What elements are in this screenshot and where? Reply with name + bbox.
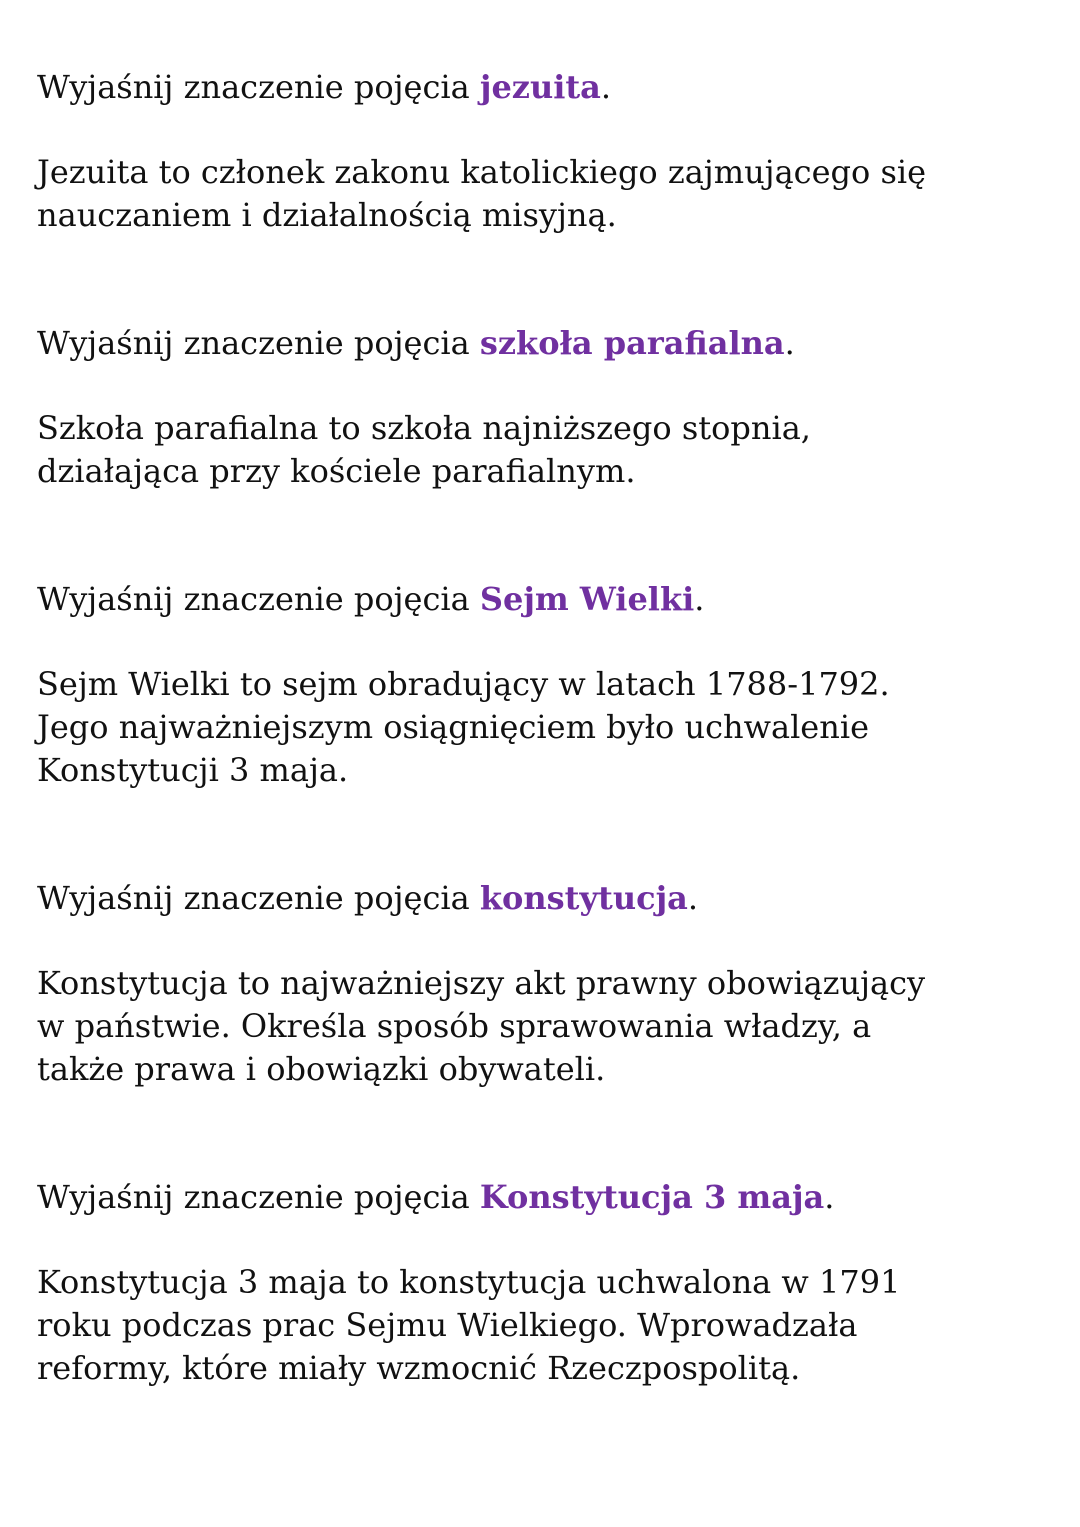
question — [37, 578, 1060, 621]
question-suffix: . — [600, 68, 612, 106]
definition-block-sejm-wielki — [37, 578, 1060, 792]
question-prefix: Wyjaśnij znaczenie pojęcia — [37, 68, 470, 106]
answer-line: Konstytucja 3 maja to konstytucja uchwalona w 1791 — [37, 1263, 901, 1301]
question-term: Konstytucja 3 maja — [479, 1178, 825, 1216]
question-suffix: . — [824, 1178, 835, 1216]
question-prefix: Wyjaśnij znaczenie pojęcia — [37, 580, 470, 618]
answer-line: reformy, które miały wzmocnić Rzeczpospolitą. — [37, 1349, 801, 1387]
answer-line: roku podczas prac Sejmu Wielkiego. Wprowadzała — [37, 1306, 858, 1344]
answer-line: także prawa i obowiązki obywateli. — [37, 1050, 606, 1088]
question — [37, 877, 1060, 920]
question-prefix: Wyjaśnij znaczenie pojęcia — [37, 879, 470, 917]
answer — [37, 663, 1060, 792]
answer — [37, 1261, 1060, 1390]
definition-block-szkola-parafialna — [37, 322, 1060, 493]
answer — [37, 407, 1060, 493]
answer — [37, 962, 1060, 1091]
question-suffix: . — [694, 580, 705, 618]
definition-block-konstytucja — [37, 877, 1060, 1091]
answer-line: działająca przy kościele parafialnym. — [37, 452, 636, 490]
question — [37, 322, 1060, 365]
answer-line: Sejm Wielki to sejm obradujący w latach 1788-1792. — [37, 665, 890, 703]
definition-block-konstytucja-3-maja — [37, 1176, 1060, 1390]
answer-line: Jezuita to członek zakonu katolickiego zajmującego się — [37, 153, 927, 191]
question-term: jezuita — [479, 68, 601, 106]
answer-line: nauczaniem i działalnością misyjną. — [37, 196, 617, 234]
question-prefix: Wyjaśnij znaczenie pojęcia — [37, 1178, 470, 1216]
question — [37, 1176, 1060, 1219]
definition-block-jezuita — [37, 66, 1060, 237]
answer — [37, 151, 1060, 237]
answer-line: Szkoła parafialna to szkoła najniższego stopnia, — [37, 409, 811, 447]
question-suffix: . — [784, 324, 795, 362]
question — [37, 66, 1060, 109]
question-prefix: Wyjaśnij znaczenie pojęcia — [37, 324, 470, 362]
question-term: konstytucja — [479, 879, 688, 917]
question-term: Sejm Wielki — [479, 580, 695, 618]
answer-line: w państwie. Określa sposób sprawowania władzy, a — [37, 1007, 872, 1045]
question-suffix: . — [687, 879, 699, 917]
question-term: szkoła parafialna — [479, 324, 785, 362]
answer-line: Jego najważniejszym osiągnięciem było uchwalenie — [37, 708, 870, 746]
answer-line: Konstytucja to najważniejszy akt prawny obowiązujący — [37, 964, 926, 1002]
answer-line: Konstytucji 3 maja. — [37, 751, 349, 789]
